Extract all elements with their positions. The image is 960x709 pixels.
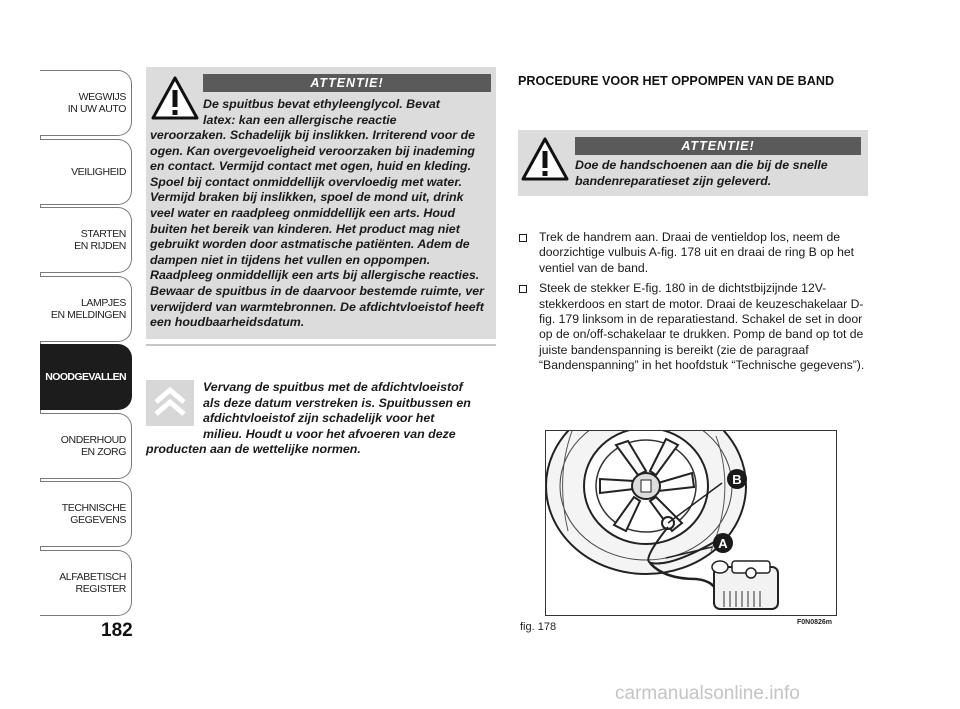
step-text: Trek de handrem aan. Draai de ventieldop los, neem de doorzichtige vulbuis A-fig. 178 uit en draai de ring B op het ventiel van de band. <box>539 230 855 275</box>
figure-178 <box>545 430 837 616</box>
label-b: B <box>732 472 742 487</box>
section-divider <box>146 344 496 346</box>
figure-caption: fig. 178 <box>520 621 557 633</box>
tyre-compressor-illustration <box>546 431 837 616</box>
warning-triangle-icon <box>521 137 569 181</box>
tab-wegwijs[interactable]: WEGWIJS IN UW AUTO <box>40 70 132 136</box>
tip-text-line3: afdichtvloeistof zijn schadelijk voor het <box>203 411 435 425</box>
tab-starten[interactable]: STARTEN EN RIJDEN <box>40 207 132 273</box>
tip-text-line4: milieu. Houdt u voor het afvoeren van deze <box>203 427 456 441</box>
warning-text-line2: latex: kan een allergische reactie <box>203 113 397 127</box>
procedure-steps <box>518 230 868 379</box>
tab-alfabetisch[interactable]: ALFABETISCH REGISTER <box>40 550 132 616</box>
warning-text-body: veroorzaken. Schadelijk bij inslikken. Irriterend voor de ogen. Kan overgevoeligheid veroorzaken bij inademing en contact. Vermijd contact met ogen, huid en kleding. Spoel bij contact onmiddellijk overvloedig met water. Vermijd braken bij inslikken, spoel de mond uit, drink veel water en raadpleeg onmiddellijk een arts. Houd buiten het bereik van kinderen. Het product mag niet gebruikt worden door astmatische patiënten. Adem de dampen niet in tijdens het vullen en oppompen. Raadpleeg onmiddellijk een arts bij allergische reacties. Bewaar de spuitbus in de daarvoor bestemde ruimte, ver verwijderd van warmtebronnen. De afdichtvloeistof heeft een houdbaarheidsdatum. <box>150 128 484 330</box>
step-text: Steek de stekker E-fig. 180 in de dichtstbijzijnde 12V-stekkerdoos en start de motor. Draai de keuzeschakelaar D-fig. 179 linksom in de reparatiestand. Schakel de set in door op de on/off-schakelaar te drukken. Pomp de band op tot de juiste bandenspanning is bereikt (zie de paragraaf “Bandenspanning” in het hoofdstuk “Technische gegevens”). <box>539 281 865 373</box>
tab-onderhoud[interactable]: ONDERHOUD EN ZORG <box>40 413 132 479</box>
warning-text-right: Doe de handschoenen aan die bij de snelle bandenreparatieset zijn geleverd. <box>575 158 828 188</box>
label-a: A <box>718 536 728 551</box>
procedure-title: PROCEDURE VOOR HET OPPOMPEN VAN DE BAND <box>518 74 835 88</box>
warning-header-right: ATTENTIE! <box>575 137 861 155</box>
tip-text-line1: Vervang de spuitbus met de afdichtvloeistof <box>203 380 463 394</box>
list-item <box>518 230 868 276</box>
tab-technische[interactable]: TECHNISCHE GEGEVENS <box>40 481 132 547</box>
chevron-up-icon <box>146 380 194 426</box>
tab-noodgevallen[interactable]: NOODGEVALLEN <box>40 344 132 410</box>
tip-text-line5: producten aan de wettelijke normen. <box>146 442 361 456</box>
checkbox-bullet-icon <box>519 285 527 293</box>
watermark: carmanualsonline.info <box>615 683 800 704</box>
figure-code: F0N0826m <box>797 619 833 626</box>
warning-triangle-icon <box>151 76 199 120</box>
tip-icon-box <box>146 380 194 426</box>
page-number: 182 <box>101 620 133 641</box>
list-item <box>518 281 868 373</box>
tip-text-line2: als deze datum verstreken is. Spuitbussen en <box>203 396 471 410</box>
tab-veiligheid[interactable]: VEILIGHEID <box>40 139 132 205</box>
warning-header-left: ATTENTIE! <box>203 74 491 92</box>
checkbox-bullet-icon <box>519 234 527 242</box>
warning-text-line1: De spuitbus bevat ethyleenglycol. Bevat <box>203 97 440 111</box>
tab-lampjes[interactable]: LAMPJES EN MELDINGEN <box>40 276 132 342</box>
